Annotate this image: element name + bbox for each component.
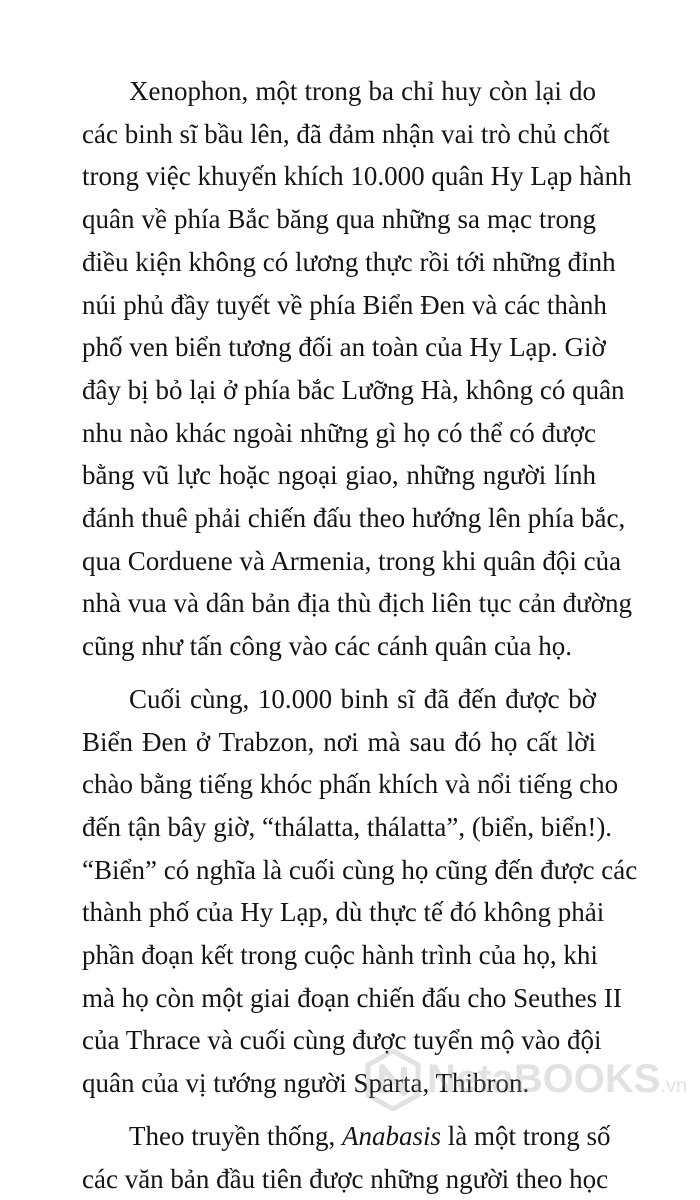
book-title-italic: Anabasis [341, 1120, 441, 1151]
body-text [82, 70, 638, 1200]
text-line: núi phủ đầy tuyết về phía Biển Đen và các thành [82, 289, 607, 320]
text-run: là một trong số [440, 1120, 611, 1151]
text-line: các văn bản đầu tiên được những người theo học [82, 1163, 609, 1194]
text-line: quân của vị tướng người Sparta, Thibron. [82, 1068, 530, 1099]
text-line: các binh sĩ bầu lên, đã đảm nhận vai trò chủ chốt [82, 118, 610, 149]
text-line: trong việc khuyến khích 10.000 quân Hy Lạp hành [82, 161, 632, 192]
paragraph-1 [82, 70, 632, 668]
watermark-brand: NetaBOOKS [427, 1057, 661, 1101]
text-line: quân về phía Bắc băng qua những sa mạc trong [82, 204, 596, 235]
text-line: phần đoạn kết trong cuộc hành trình của họ, khi [82, 940, 598, 971]
text-line: chào bằng tiếng khóc phấn khích và nổi tiếng cho [82, 769, 619, 800]
text-line: Xenophon, một trong ba chỉ huy còn lại do [129, 76, 596, 106]
text-line: thành phố của Hy Lạp, dù thực tế đó không phải [82, 897, 605, 928]
netabooks-watermark [365, 1040, 700, 1119]
text-line: của Thrace và cuối cùng được tuyển mộ vào đội [82, 1025, 602, 1056]
text-line: đến tận bây giờ, “thálatta, thálatta”, (biển, biển!). [82, 811, 613, 842]
text-run: Theo truyền thống, [129, 1120, 342, 1151]
text-line: cũng như tấn công vào các cánh quân của họ. [82, 631, 572, 662]
netabooks-logo-icon [365, 1049, 421, 1111]
text-line: “Biển” có nghĩa là cuối cùng họ cũng đến được các [82, 854, 638, 885]
text-line: phố ven biển tương đối an toàn của Hy Lạp. Giờ [82, 332, 606, 363]
text-line: đánh thuê phải chiến đấu theo hướng lên phía bắc, [82, 503, 626, 534]
text-line: Cuối cùng, 10.000 binh sĩ đã đến được bờ [129, 683, 596, 714]
text-line: nhu nào khác ngoài những gì họ có thể có được [82, 417, 596, 448]
watermark-text [427, 1057, 687, 1102]
text-line: qua Corduene và Armenia, trong khi quân đội của [82, 545, 622, 576]
paragraph-3 [82, 1115, 611, 1200]
watermark-suffix: .vn [660, 1075, 688, 1097]
text-line: bằng vũ lực hoặc ngoại giao, những người lính [82, 460, 596, 491]
text-line: mà họ còn một giai đoạn chiến đấu cho Seuthes II [82, 982, 622, 1013]
text-line: điều kiện không có lương thực rồi tới những đỉnh [82, 246, 616, 277]
text-line [82, 1115, 611, 1158]
text-line: đây bị bỏ lại ở phía bắc Lưỡng Hà, không có quân [82, 374, 625, 405]
text-line: Biển Đen ở Trabzon, nơi mà sau đó họ cất lời [82, 726, 596, 757]
text-line: nhà vua và dân bản địa thù địch liên tục cản đường [82, 588, 632, 619]
